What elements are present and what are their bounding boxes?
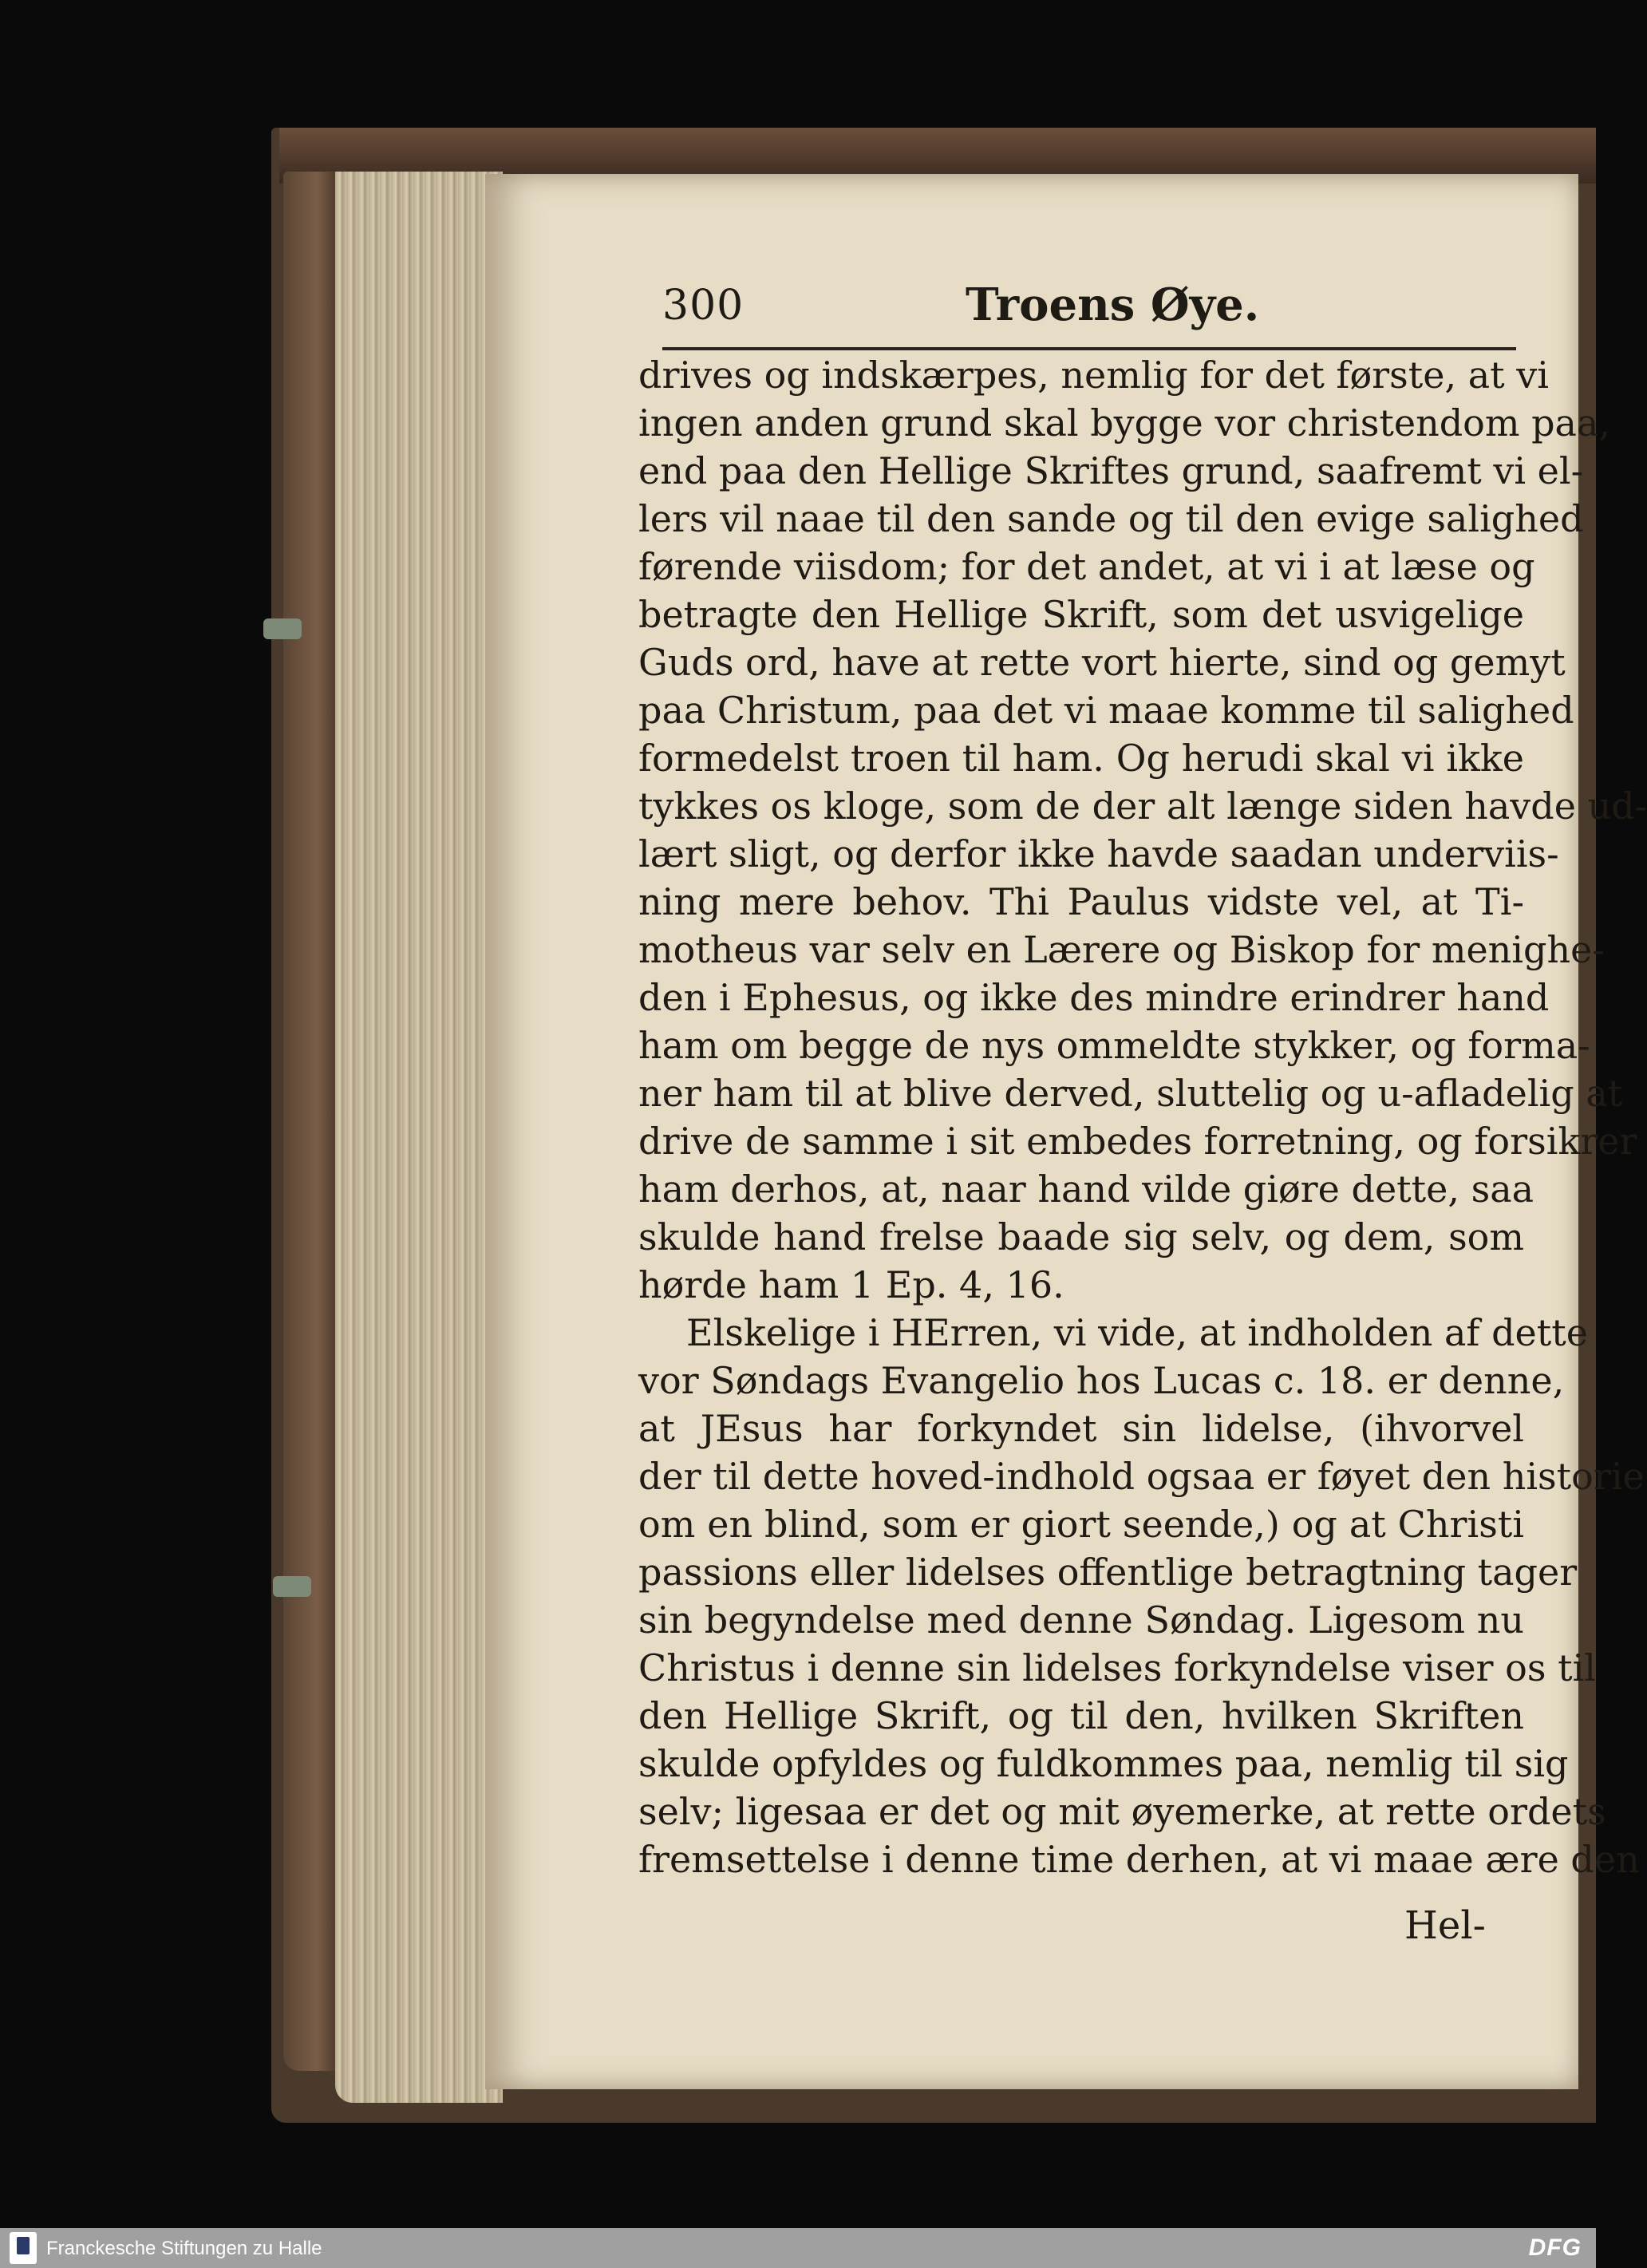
- text-line: formedelst troen til ham. Og herudi skal vi ikke: [638, 737, 1524, 780]
- catchword: Hel-: [1404, 1903, 1486, 1948]
- institution-logo-icon: [10, 2232, 37, 2264]
- page-header: [662, 275, 1516, 350]
- text-line: tykkes os kloge, som de der alt længe siden havde ud-: [638, 784, 1647, 828]
- page-stack: [335, 172, 503, 2103]
- clasp-upper: [263, 618, 302, 639]
- text-line: ingen anden grund skal bygge vor christendom paa,: [638, 401, 1611, 445]
- institution-name[interactable]: Franckesche Stiftungen zu Halle: [46, 2238, 322, 2259]
- text-line: paa Christum, paa det vi maae komme til salighed: [638, 689, 1574, 732]
- text-line: drive de samme i sit embedes forretning, og forsikrer: [638, 1120, 1637, 1163]
- text-line: den Hellige Skrift, og til den, hvilken Skriften: [638, 1694, 1524, 1737]
- text-line: ner ham til at blive derved, sluttelig og u-afladelig at: [638, 1072, 1623, 1115]
- page-number: 300: [662, 282, 745, 330]
- text-line: ning mere behov. Thi Paulus vidste vel, at Ti-: [638, 880, 1524, 923]
- text-line: skulde hand frelse baade sig selv, og dem, som: [638, 1215, 1524, 1258]
- book-spine-edge: [283, 172, 339, 2071]
- text-line: motheus var selv en Lærere og Biskop for menighe-: [638, 928, 1605, 971]
- text-line: Elskelige i HErren, vi vide, at indholden af dette: [686, 1311, 1588, 1354]
- text-line: ham derhos, at, naar hand vilde giøre dette, saa: [638, 1168, 1534, 1211]
- text-line: førende viisdom; for det andet, at vi i at læse og: [638, 545, 1535, 588]
- text-line: lært sligt, og derfor ikke havde saadan underviis-: [638, 832, 1559, 875]
- clasp-lower: [273, 1576, 311, 1597]
- text-line: om en blind, som er giort seende,) og at Christi: [638, 1503, 1524, 1546]
- text-line: lers vil naae til den sande og til den evige salighed: [638, 497, 1584, 540]
- text-line: at JEsus har forkyndet sin lidelse, (ihvorvel: [638, 1407, 1524, 1450]
- text-line: den i Ephesus, og ikke des mindre erindrer hand: [638, 976, 1550, 1019]
- dfg-logo[interactable]: DFG: [1528, 2234, 1582, 2261]
- text-line: passions eller lidelses offentlige betragtning tager: [638, 1551, 1578, 1594]
- text-line: der til dette hoved-indhold ogsaa er føyet den historie: [638, 1455, 1645, 1498]
- text-line: fremsettelse i denne time derhen, at vi maae ære den: [638, 1838, 1640, 1881]
- text-line: end paa den Hellige Skriftes grund, saafremt vi el-: [638, 449, 1584, 492]
- text-line: vor Søndags Evangelio hos Lucas c. 18. er denne,: [638, 1359, 1565, 1402]
- text-line: betragte den Hellige Skrift, som det usvigelige: [638, 593, 1524, 636]
- body-text: [638, 351, 1647, 1883]
- running-title: Troens Øye.: [966, 279, 1260, 331]
- text-line: hørde ham 1 Ep. 4, 16.: [638, 1263, 1064, 1306]
- text-line: sin begyndelse med denne Søndag. Ligesom nu: [638, 1598, 1524, 1642]
- text-line: drives og indskærpes, nemlig for det første, at vi: [638, 354, 1549, 397]
- text-line: Guds ord, have at rette vort hierte, sind og gemyt: [638, 641, 1566, 684]
- text-line: Christus i denne sin lidelses forkyndelse viser os til: [638, 1646, 1596, 1689]
- text-line: selv; ligesaa er det og mit øyemerke, at rette ordets: [638, 1790, 1606, 1833]
- text-line: skulde opfyldes og fuldkommes paa, nemlig til sig: [638, 1742, 1569, 1785]
- text-line: ham om begge de nys ommeldte stykker, og forma-: [638, 1024, 1590, 1067]
